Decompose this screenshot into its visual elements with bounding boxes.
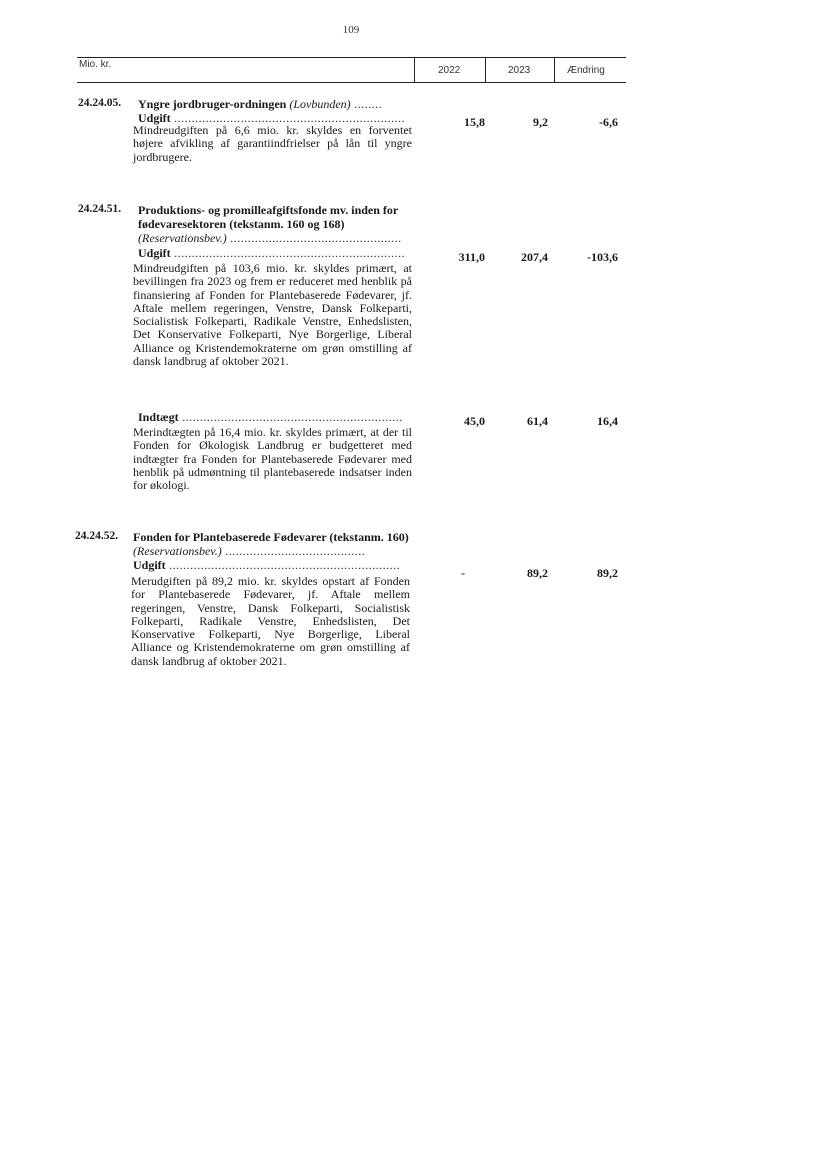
header-divider [554, 57, 555, 83]
value-2023: 9,2 [533, 115, 548, 129]
row-description: Merindtægten på 16,4 mio. kr. skyldes primært, at der til Fonden for Økologisk Landbrug er budgetteret med indtægter fra Fonden for Plantebaserede Fødevarer med henblik på udmøntning til plantebaserede indsatser inden for økologi. [133, 425, 412, 493]
leader-dots: .................................................................. [170, 111, 406, 125]
row-description: Mindreudgiften på 6,6 mio. kr. skyldes en forventet højere afvikling af garantiindfrielser på lån til yngre jordbrugere. [133, 123, 412, 164]
row-label [138, 246, 423, 260]
header-bottom-rule [77, 82, 626, 83]
value-change: -103,6 [587, 250, 618, 264]
row-label [133, 558, 418, 572]
leader-dots: ................................................. [226, 231, 402, 245]
column-header-2023: 2023 [508, 65, 531, 76]
column-header-change: Ændring [567, 65, 605, 76]
title-suffix: (Reservationsbev.) [133, 544, 222, 558]
value-change: -6,6 [599, 115, 618, 129]
value-change: 16,4 [597, 414, 618, 428]
title-text: Yngre jordbruger-ordningen [138, 97, 287, 111]
column-header-2022: 2022 [438, 65, 461, 76]
title-text: Produktions- og promilleafgiftsfonde mv. inden for fødevaresektoren (tekstanm. 160 og 168) [138, 203, 399, 231]
leader-dots: .................................................................. [165, 558, 401, 572]
unit-label: Mio. kr. [79, 59, 112, 70]
row-label-text: Indtægt [138, 410, 179, 424]
section-title [138, 97, 433, 111]
budget-section [78, 97, 628, 177]
value-2022: 311,0 [458, 250, 485, 264]
budget-section [78, 203, 628, 508]
value-2022: 45,0 [464, 414, 485, 428]
account-code: 24.24.05. [78, 97, 122, 109]
leader-dots: ........................................ [221, 544, 366, 558]
header-top-rule [77, 57, 626, 58]
title-text: Fonden for Plantebaserede Fødevarer (tekstanm. 160) [133, 530, 409, 544]
value-2023: 207,4 [521, 250, 548, 264]
account-code: 24.24.51. [78, 203, 122, 215]
row-description: Merudgiften på 89,2 mio. kr. skyldes opstart af Fonden for Plantebaserede Fødevarer, jf. Aftale mellem regeringen, Venstre, Dansk Folkeparti, Socialistisk Folkeparti, Radikale Venstre, Enhedslisten, Det Konservative Folkeparti, Nye Borgerlige, Liberal Alliance og Kristendemokraterne om grøn omstilling af dansk landbrug af oktober 2021. [131, 574, 410, 668]
leader-dots: ........ [350, 97, 383, 111]
value-2023: 61,4 [527, 414, 548, 428]
row-label-text: Udgift [133, 558, 166, 572]
section-title [138, 203, 438, 245]
page-number: 109 [342, 24, 360, 36]
row-label [138, 410, 423, 424]
value-2023: 89,2 [527, 566, 548, 580]
row-description: Mindreudgiften på 103,6 mio. kr. skyldes primært, at bevillingen fra 2023 og frem er reduceret med henblik på finansiering af Fonden for Plantebaserede Fødevarer, jf. Aftale mellem regeringen, Venstre, Dansk Folkeparti, Socialistisk Folkeparti, Radikale Venstre, Enhedslisten, Det Konservative Folkeparti, Nye Borgerlige, Liberal Alliance og Kristendemokraterne om grøn omstilling af dansk landbrug af oktober 2021. [133, 261, 412, 369]
budget-section [75, 530, 628, 710]
header-divider [414, 57, 415, 83]
value-2022: - [461, 566, 465, 580]
section-title [133, 530, 423, 558]
title-suffix: (Reservationsbev.) [138, 231, 227, 245]
leader-dots: ............................................................... [178, 410, 403, 424]
leader-dots: .................................................................. [170, 246, 406, 260]
value-2022: 15,8 [464, 115, 485, 129]
value-change: 89,2 [597, 566, 618, 580]
table-header [77, 57, 626, 83]
title-suffix: (Lovbunden) [289, 97, 351, 111]
header-divider [485, 57, 486, 83]
row-label-text: Udgift [138, 246, 171, 260]
account-code: 24.24.52. [75, 530, 119, 542]
row-label-text: Udgift [138, 111, 171, 125]
